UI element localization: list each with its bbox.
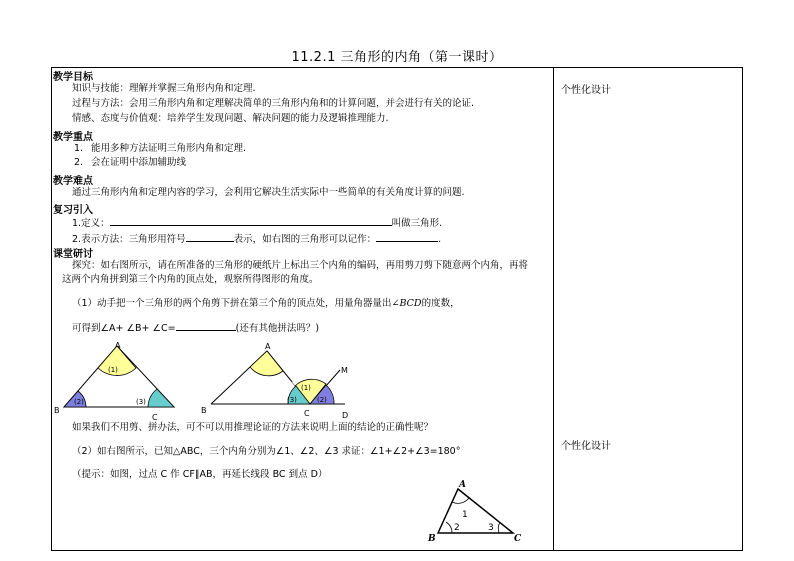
explore-line-1: 探究：如右图所示，请在所准备的三角形的硬纸片上标出三个内角的编码，再用剪刀剪下随意两个内角，再将: [72, 260, 529, 271]
difficulty-line-1: 通过三角形内角和定理内容的学习，会利用它解决生活实际中一些简单的有关角度计算的问题.: [72, 187, 465, 198]
proof-question: 如果我们不用剪、拼办法，可不可以用推理论证的方法来说明上面的结论的正确性呢？: [72, 422, 434, 433]
fig2-num-2: (2): [317, 396, 327, 404]
class-heading: 课堂研讨: [53, 249, 93, 260]
question-1-text-b: 的度数，: [421, 298, 460, 309]
fig3-label-b: B: [428, 534, 436, 544]
fig1-label-b: B: [54, 406, 60, 415]
fig1-label-a: A: [115, 341, 121, 350]
review-definition-suffix: 叫做三角形.: [391, 218, 443, 229]
question-2: （2）如右图所示，已知△ABC，三个内角分别为∠1、∠2、∠3 求证：∠1+∠2+∠3=180°: [72, 446, 461, 457]
difficulty-heading: 教学难点: [53, 176, 93, 187]
fig3-num-2: 2: [454, 523, 460, 533]
key-item-2: 会在证明中添加辅助线: [91, 157, 187, 168]
key-item-1: 能用多种方法证明三角形内角和定理.: [91, 143, 247, 154]
key-heading: 教学重点: [53, 132, 93, 143]
goals-line-3: 情感、态度与价值观：培养学生发现问题、解决问题的能力及逻辑推理能力.: [72, 113, 389, 124]
review-heading: 复习引入: [53, 205, 93, 216]
fig1-label-c: C: [152, 413, 158, 422]
side-label-1: 个性化设计: [561, 85, 611, 96]
review-rep-mid: 表示，如右图的三角形可以记作：: [233, 234, 377, 245]
fig2-label-b: B: [201, 406, 207, 415]
side-label-2: 个性化设计: [561, 441, 611, 452]
key-item-2-num: 2.: [74, 157, 84, 168]
fig2-label-a: A: [265, 342, 271, 351]
goals-line-2: 过程与方法：会用三角形内角和定理解决简单的三角形内角和的计算问题，并会进行有关的论证.: [72, 98, 475, 109]
fig1-num-2: (2): [74, 398, 84, 406]
fig2-label-m: M: [341, 366, 348, 375]
fig2-num-1: (1): [301, 384, 311, 392]
question-1-line-2-b: (还有其他拼法吗？): [235, 323, 320, 334]
fig2-label-c: C: [304, 409, 310, 418]
fig1-num-3: (3): [136, 398, 146, 406]
hint: （提示：如图，过点 C 作 CF∥AB，再延长线段 BC 到点 D）: [72, 469, 328, 480]
review-definition-prefix: 1.定义：: [72, 218, 110, 229]
fig3-label-c: C: [514, 534, 522, 544]
fig1-num-1: (1): [108, 366, 118, 374]
fig3-num-1: 1: [462, 510, 468, 520]
fig3-label-a: A: [459, 480, 466, 490]
fig2-label-d: D: [342, 411, 349, 420]
fig3-num-3: 3: [488, 523, 494, 533]
key-item-1-num: 1.: [74, 143, 84, 154]
review-rep-suffix: .: [438, 234, 442, 245]
fig2-num-3: (3): [287, 396, 297, 404]
question-1-line-2-a: 可得到∠A+ ∠B+ ∠C=: [72, 323, 176, 334]
review-rep-prefix: 2.表示方法：三角形用符号: [72, 234, 186, 245]
question-1-text-a: （1）动手把一个三角形的两个角剪下拼在第三个角的顶点处，用量角器量出: [72, 298, 392, 309]
page-title: 11.2.1 三角形的内角（第一课时）: [291, 50, 503, 65]
explore-line-2: 这两个内角拼到第三个内角的顶点处，观察所得图形的角度。: [62, 274, 319, 285]
angle-bcd: ∠BCD: [391, 298, 422, 309]
goals-line-1: 知识与技能：理解并掌握三角形内角和定理.: [72, 83, 256, 94]
goals-heading: 教学目标: [53, 72, 93, 83]
